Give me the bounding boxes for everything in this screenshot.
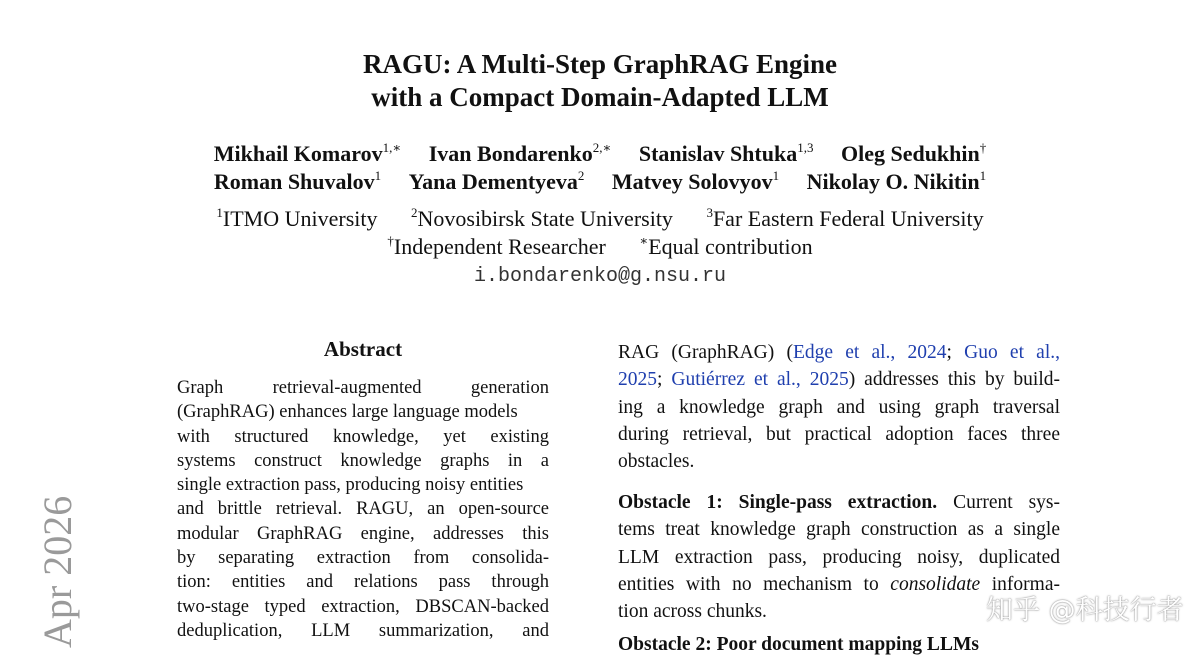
intro-line: obstacles. [618,451,695,473]
intro-line: 2025; Gutiérrez et al., 2025) addresses this by build- [618,369,1060,391]
obstacle-line: tion across chunks. [618,601,767,623]
author-row-1 [0,140,1200,168]
abstract-line: single extraction pass, producing noisy entities [177,475,524,496]
affiliation: $^1$ITMO University [216,205,378,231]
affiliation-row-2 [0,233,1200,261]
intro-paragraph [618,339,1060,475]
author-list [0,140,1200,196]
citation-link[interactable]: Gutiérrez et al., 2025 [671,369,849,391]
author: Matvey Solovyov$^1$ [611,168,780,194]
obstacle-1-title: Obstacle 1: Single-pass extraction. [618,492,938,513]
abstract-line: (GraphRAG) enhances large language models [177,402,518,423]
abstract-line: modular GraphRAG engine, addresses this [177,523,549,544]
intro-line: during retrieval, but practical adoption faces three [618,423,1060,445]
author-row-2 [0,168,1200,196]
obstacle-line: tems treat knowledge graph construction as a single [618,519,1060,541]
author: Nikolay O. Nikitin$^1$ [806,168,987,194]
citation-link[interactable]: Edge et al., 2024 [792,342,947,363]
abstract-line: with structured knowledge, yet existing [177,426,549,447]
affiliation: $^3$Far Eastern Federal University [706,205,984,231]
title-line-1: RAGU: A Multi-Step GraphRAG Engine [362,49,838,79]
affiliation: $^2$Novosibirsk State University [411,205,673,231]
abstract-body [177,376,549,643]
affiliation-row-1 [0,205,1200,233]
obstacle-line: LLM extraction pass, producing noisy, duplicated [618,546,1060,568]
obstacle-line: Obstacle 1: Single-pass extraction. Current sys- [618,492,1060,513]
affiliation: †Independent Researcher [387,233,606,259]
arxiv-date-stamp: Apr 2026 [35,495,80,648]
abstract-line: Graph retrieval-augmented generation [177,378,549,398]
abstract-line: tion: entities and relations pass through [177,572,549,593]
author: Ivan Bondarenko$^{2,∗}$ [428,140,612,166]
watermark: 知乎 @科技行者 [986,595,1184,626]
citation-link[interactable]: 2025 [618,369,657,391]
paper-title [0,48,1200,114]
intro-line: ing a knowledge graph and using graph traversal [618,396,1060,418]
abstract-line: deduplication, LLM summarization, and [177,620,549,641]
author: Roman Shuvalov$^1$ [213,168,382,194]
abstract-line: by separating extraction from consolida- [177,548,549,569]
citation-link[interactable]: Guo et al., [964,342,1061,363]
obstacle-2-heading: Obstacle 2: Poor document mapping LLMs [618,634,979,655]
affiliations [0,205,1200,261]
title-line-2: with a Compact Domain-Adapted LLM [371,82,829,112]
intro-line: RAG (GraphRAG) (Edge et al., 2024; Guo et al., [618,342,1061,363]
abstract-line: systems construct knowledge graphs in a [177,450,549,471]
obstacle-line: entities with no mechanism to consolidate informa- [618,573,1060,595]
abstract-line: two-stage typed extraction, DBSCAN-backed [177,596,549,617]
author: Oleg Sedukhin† [840,140,987,166]
author: Yana Dementyeva$^2$ [408,168,585,194]
abstract-line: and brittle retrieval. RAGU, an open-source [177,499,549,520]
abstract-heading: Abstract [323,337,403,361]
author: Mikhail Komarov$^{1,∗}$ [213,140,402,166]
contact-email[interactable]: i.bondarenko@g.nsu.ru [473,265,727,288]
affiliation: ∗Equal contribution [639,233,813,259]
author: Stanislav Shtuka$^{1,3}$ [638,140,814,166]
